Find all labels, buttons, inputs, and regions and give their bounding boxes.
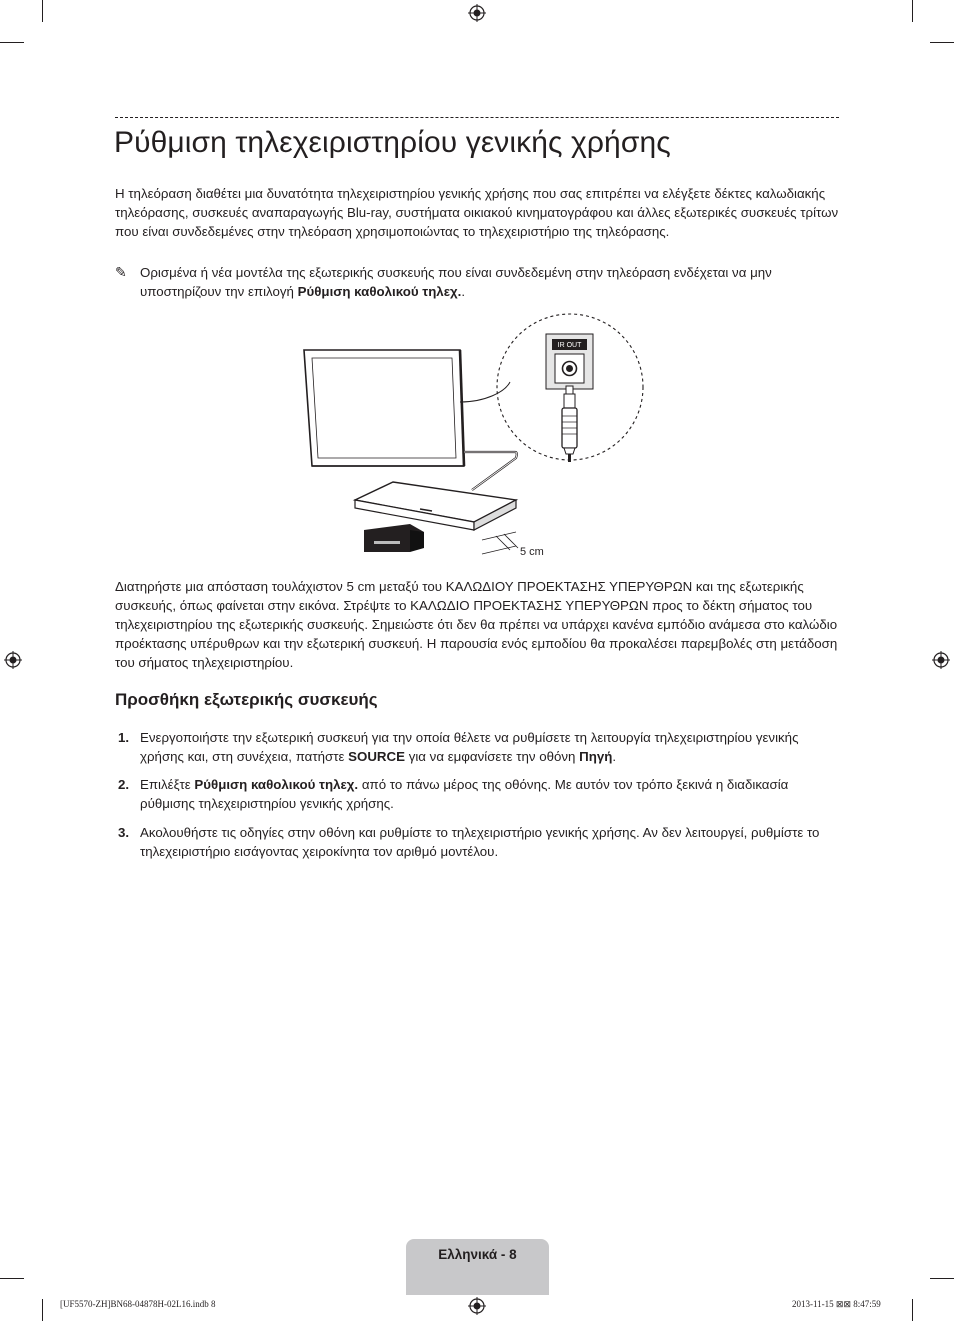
note-text-main: Ορισμένα ή νέα μοντέλα της εξωτερικής συσκευής που είναι συνδεδεμένη στην τηλεόραση ενδέχεται να μην υποστηρίζουν την επιλογή (140, 265, 772, 299)
ir-plug-illustration (562, 386, 577, 462)
step-text-part: . (612, 749, 617, 764)
crop-mark (0, 1278, 24, 1279)
external-device-illustration (355, 482, 516, 530)
step-text-part: Ενεργοποιήστε την εξωτερική συσκευή για την οποία θέλετε να ρυθμίσετε τη λειτουργία τηλεχειριστηρίου γενικής χρήσης και, στη συνέχεια, πατήστε (140, 730, 799, 764)
distance-paragraph: Διατηρήστε μια απόσταση τουλάχιστον 5 cm μεταξύ του ΚΑΛΩΔΙΟΥ ΠΡΟΕΚΤΑΣΗΣ ΥΠΕΡΥΘΡΩΝ και της εξωτερικής συσκευής, όπως φαίνεται στην εικόνα. Στρέψτε το ΚΑΛΩΔΙΟ ΠΡΟΕΚΤΑΣΗΣ ΥΠΕΡΥΘΡΩΝ προς το δέκτη σήματος του τηλεχειριστηρίου της εξωτερικής συσκευής. Σημειώστε ότι δεν θα πρέπει να υπάρχει κανένα εμπόδιο ανάμεσα στο καλώδιο προέκτασης υπέρυθρων και την εξωτερική συσκευή. Η παρουσία ενός εμποδίου θα προκαλέσει παρεμβολές στη μετάδοση του σήματος τηλεχειριστηρίου. (115, 579, 838, 670)
step-number: 1. (118, 730, 130, 745)
crop-mark (42, 1299, 43, 1321)
step-item (115, 823, 840, 861)
source-button-name: SOURCE (348, 749, 405, 764)
intro-paragraph: Η τηλεόραση διαθέτει μια δυνατότητα τηλεχειριστηρίου γενικής χρήσης που σας επιτρέπει να ελέγξετε δέκτες καλωδιακής τηλεόρασης, συσκευές αναπαραγωγής Blu-ray, συστήματα οικιακού κινηματογράφου και άλλες εξωτερικές συσκευές τρίτων που είναι συνδεδεμένες στην τηλεόραση χρησιμοποιώντας το τηλεχειριστήριο της τηλεόρασης. (115, 186, 839, 239)
step-text-part: από το πάνω μέρος της οθόνης. Με αυτόν τον τρόπο ξεκινά η διαδικασία ρύθμισης τηλεχειριστηρίου γενικής χρήσης. (140, 777, 789, 811)
registration-mark-icon (468, 1297, 486, 1315)
step-text-part: για να εμφανίσετε την οθόνη (405, 749, 580, 764)
step-number: 3. (118, 825, 130, 840)
crop-mark (912, 1299, 913, 1321)
source-screen-name: Πηγή (579, 749, 613, 764)
ir-extender-connection-diagram (300, 312, 650, 562)
step-text: Ακολουθήστε τις οδηγίες στην οθόνη και ρυθμίστε το τηλεχειριστήριο γενικής χρήσης. Αν δεν λειτουργεί, ρυθμίστε το τηλεχειριστήριο εισάγοντας χειροκίνητα τον αριθμό μοντέλου. (140, 825, 820, 859)
page-number-label: Ελληνικά - 8 (438, 1247, 517, 1262)
crop-mark (930, 42, 954, 43)
note-option-name: Ρύθμιση καθολικού τηλεχ. (297, 284, 462, 299)
step-text-part: Επιλέξτε (140, 777, 195, 792)
crop-mark (0, 42, 24, 43)
step-text (140, 775, 840, 813)
crop-mark (930, 1278, 954, 1279)
note-text (140, 263, 840, 301)
note-block (115, 263, 840, 301)
pencil-note-icon: ✎ (115, 264, 127, 280)
step-item (115, 728, 840, 766)
registration-mark-icon (4, 651, 22, 669)
section-divider (115, 117, 839, 118)
print-timestamp: 2013-11-15 ⊠⊠ 8:47:59 (792, 1299, 881, 1309)
section-heading: Προσθήκη εξωτερικής συσκευής (115, 690, 378, 709)
registration-mark-icon (468, 4, 486, 22)
page-title: Ρύθμιση τηλεχειριστηρίου γενικής χρήσης (114, 126, 671, 159)
step-item (115, 775, 840, 813)
note-text-end: . (461, 284, 466, 299)
ir-out-port-label: IR OUT (557, 342, 582, 349)
distance-label: 5 cm (520, 546, 544, 558)
ir-cable (460, 382, 517, 490)
menu-option-name: Ρύθμιση καθολικού τηλεχ. (194, 777, 359, 792)
crop-mark (42, 0, 43, 22)
tv-illustration (304, 350, 464, 466)
registration-mark-icon (932, 651, 950, 669)
step-number: 2. (118, 777, 130, 792)
print-file-info: [UF5570-ZH]BN68-04878H-02L16.indb 8 (60, 1299, 216, 1309)
crop-mark (912, 0, 913, 22)
ir-receiver-illustration (364, 524, 424, 552)
step-text (140, 728, 840, 766)
distance-marker (482, 532, 518, 554)
